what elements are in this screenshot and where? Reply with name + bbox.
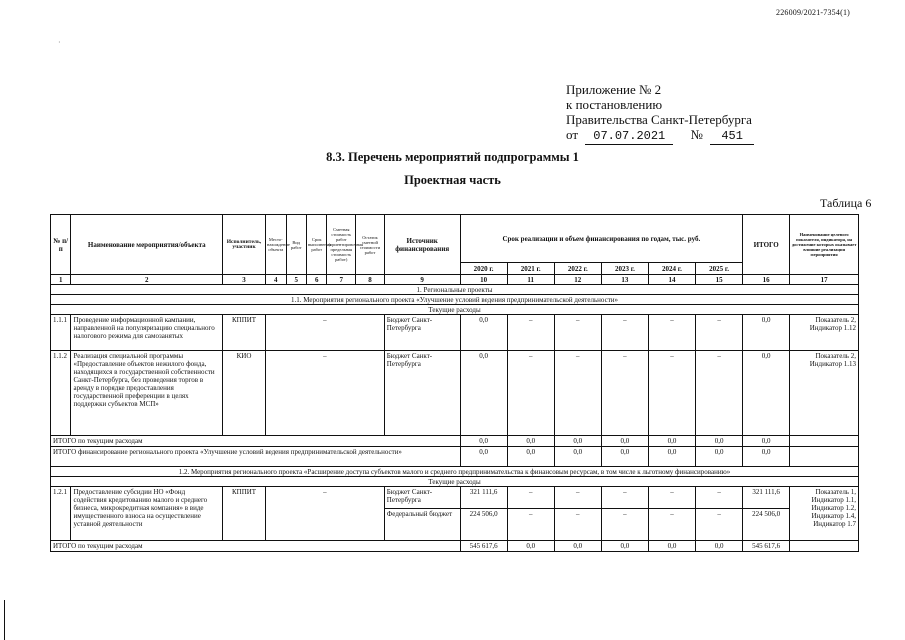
header-year: 2020 г.	[460, 263, 507, 275]
total-value: 0,0	[648, 541, 695, 552]
header-source: Источник финансирования	[384, 215, 460, 275]
from-label: от	[566, 127, 579, 142]
col-number: 9	[384, 275, 460, 285]
header-period-funding: Срок реализации и объем финансирования по годам, тыс. руб.	[460, 215, 743, 263]
total-value: 0,0	[601, 447, 648, 467]
row-value: –	[696, 487, 743, 509]
header-total: ИТОГО	[743, 215, 790, 275]
row-name: Предоставление субсидии НО «Фонд содействия кредитованию малого и среднего бизнеса, микрокредитная компания» в виде имущественного взноса на осуществление уставной деятельности	[71, 487, 223, 541]
total-sum: 0,0	[743, 436, 790, 447]
total-label: ИТОГО финансирование регионального проекта «Улучшение условий ведения предпринимательской деятельности»	[51, 447, 461, 467]
col-number: 3	[223, 275, 266, 285]
col-number: 14	[648, 275, 695, 285]
total-value: 0,0	[507, 541, 554, 552]
total-sum: 0,0	[743, 447, 790, 467]
header-period: Срок выполнения работ	[306, 215, 326, 275]
document-id: 226009/2021-7354(1)	[776, 8, 851, 17]
table-label: Таблица 6	[820, 196, 872, 210]
total-value: 0,0	[460, 436, 507, 447]
col-number: 1	[51, 275, 71, 285]
row-value: –	[554, 351, 601, 436]
appendix-line-2: к постановлению	[566, 97, 663, 112]
resolution-date: 07.07.2021	[585, 129, 673, 145]
project-row: 1.1. Мероприятия регионального проекта «Улучшение условий ведения предпринимательской деятельности»	[51, 295, 859, 305]
col-number: 17	[790, 275, 859, 285]
current-expenses-row: Текущие расходы	[51, 305, 859, 315]
total-value: 0,0	[554, 541, 601, 552]
col-number: 13	[601, 275, 648, 285]
row-value: –	[507, 351, 554, 436]
table-row	[51, 315, 859, 351]
row-total: 321 111,6	[743, 487, 790, 509]
total-label: ИТОГО по текущим расходам	[51, 436, 461, 447]
scan-edge-line	[4, 600, 5, 640]
row-total: 0,0	[743, 351, 790, 436]
row-value: –	[507, 487, 554, 509]
section-row: 1. Региональные проекты	[51, 285, 859, 295]
resolution-number: 451	[710, 129, 754, 145]
header-executor: Исполнитель, участник	[223, 215, 266, 275]
margin-mark: ·	[58, 38, 61, 47]
row-value: –	[648, 315, 695, 351]
col-number: 16	[743, 275, 790, 285]
total-row	[51, 541, 859, 552]
col-number: 11	[507, 275, 554, 285]
empty-cell	[790, 447, 859, 467]
row-indicator: Показатель 1, Индикатор 1.1, Индикатор 1.2, Индикатор 1.4, Индикатор 1.7	[790, 487, 859, 541]
header-year: 2021 г.	[507, 263, 554, 275]
total-value: 0,0	[648, 447, 695, 467]
header-year: 2023 г.	[601, 263, 648, 275]
row-value: –	[696, 315, 743, 351]
total-value: 0,0	[648, 436, 695, 447]
appendix-line-3: Правительства Санкт-Петербурга	[566, 112, 752, 127]
number-label: №	[690, 127, 703, 142]
row-num: 1.1.2	[51, 351, 71, 436]
current-expenses-row: Текущие расходы	[51, 477, 859, 487]
row-num: 1.2.1	[51, 487, 71, 541]
section-title: 8.3. Перечень мероприятий подпрограммы 1	[326, 150, 579, 164]
project-row: 1.2. Мероприятия регионального проекта «Расширение доступа субъектов малого и среднего предпринимательства к финансовым ресурсам, в том числе к льготному финансированию»	[51, 467, 859, 477]
appendix-date-line	[566, 127, 754, 145]
col-number: 6	[306, 275, 326, 285]
measures-table	[50, 214, 859, 552]
empty-cell	[790, 436, 859, 447]
row-name: Проведение информационной кампании, направленной на популяризацию специального налогового режима для самозанятых	[71, 315, 223, 351]
total-value: 0,0	[507, 447, 554, 467]
row-source: Бюджет Санкт-Петербурга	[384, 315, 460, 351]
header-num: № п/п	[51, 215, 71, 275]
appendix-line-1: Приложение № 2	[566, 82, 662, 97]
row-value: –	[507, 509, 554, 541]
total-value: 0,0	[696, 447, 743, 467]
col-number: 10	[460, 275, 507, 285]
row-value: 0,0	[460, 351, 507, 436]
row-value: –	[601, 315, 648, 351]
total-value: 0,0	[554, 436, 601, 447]
row-name: Реализация специальной программы «Предоставление объектов нежилого фонда, находящихся в государственной собственности Санкт-Петербурга, без проведения торгов в аренду в порядке предоставления государственной преференции в целях поддержки субъектов МСП»	[71, 351, 223, 436]
total-value: 0,0	[554, 447, 601, 467]
header-location: Место-нахождение объекта	[266, 215, 286, 275]
col-number: 4	[266, 275, 286, 285]
row-value: 224 506,0	[460, 509, 507, 541]
row-value: –	[601, 487, 648, 509]
row-value: –	[601, 509, 648, 541]
subtitle: Проектная часть	[404, 173, 501, 187]
header-indicator: Наименование целевого показателя, индикатора, на достижение которых оказывает влияние реализация мероприятия	[790, 215, 859, 275]
col-number: 2	[71, 275, 223, 285]
total-row	[51, 436, 859, 447]
col-number: 7	[327, 275, 356, 285]
row-value: –	[648, 509, 695, 541]
header-year: 2025 г.	[696, 263, 743, 275]
col-number: 15	[696, 275, 743, 285]
row-total: 0,0	[743, 315, 790, 351]
total-value: 0,0	[507, 436, 554, 447]
row-value: 0,0	[460, 315, 507, 351]
row-indicator: Показатель 2, Индикатор 1.12	[790, 315, 859, 351]
row-source: Бюджет Санкт-Петербурга	[384, 487, 460, 509]
row-value: 321 111,6	[460, 487, 507, 509]
col-number: 8	[356, 275, 385, 285]
header-est-cost: Сметная стоимость работ (ориентировочная предельная стоимость работ)	[327, 215, 356, 275]
header-name: Наименование мероприятия/объекта	[71, 215, 223, 275]
total-value: 0,0	[601, 541, 648, 552]
row-source: Бюджет Санкт-Петербурга	[384, 351, 460, 436]
row-executor: КИО	[223, 351, 266, 436]
row-source: Федеральный бюджет	[384, 509, 460, 541]
table-row	[51, 351, 859, 436]
row-value: –	[554, 509, 601, 541]
row-value: –	[648, 487, 695, 509]
row-indicator: Показатель 2, Индикатор 1.13	[790, 351, 859, 436]
row-value: –	[648, 351, 695, 436]
total-row	[51, 447, 859, 467]
col-number: 12	[554, 275, 601, 285]
header-work-type: Вид работ	[286, 215, 306, 275]
total-label: ИТОГО по текущим расходам	[51, 541, 461, 552]
total-value: 0,0	[696, 436, 743, 447]
total-sum: 545 617,6	[743, 541, 790, 552]
header-remaining: Остаток сметной стоимости работ	[356, 215, 385, 275]
row-value: –	[696, 351, 743, 436]
row-total: 224 506,0	[743, 509, 790, 541]
row-value: –	[507, 315, 554, 351]
row-value: –	[554, 315, 601, 351]
total-value: 545 617,6	[460, 541, 507, 552]
row-value: –	[554, 487, 601, 509]
row-value: –	[601, 351, 648, 436]
col-number: 5	[286, 275, 306, 285]
row-executor: КППИТ	[223, 487, 266, 541]
header-year: 2024 г.	[648, 263, 695, 275]
row-executor: КППИТ	[223, 315, 266, 351]
row-num: 1.1.1	[51, 315, 71, 351]
row-value: –	[696, 509, 743, 541]
row-dash: –	[266, 487, 385, 541]
table-row	[51, 487, 859, 509]
total-value: 0,0	[460, 447, 507, 467]
total-value: 0,0	[696, 541, 743, 552]
row-dash: –	[266, 351, 385, 436]
total-value: 0,0	[601, 436, 648, 447]
row-dash: –	[266, 315, 385, 351]
empty-cell	[790, 541, 859, 552]
header-year: 2022 г.	[554, 263, 601, 275]
